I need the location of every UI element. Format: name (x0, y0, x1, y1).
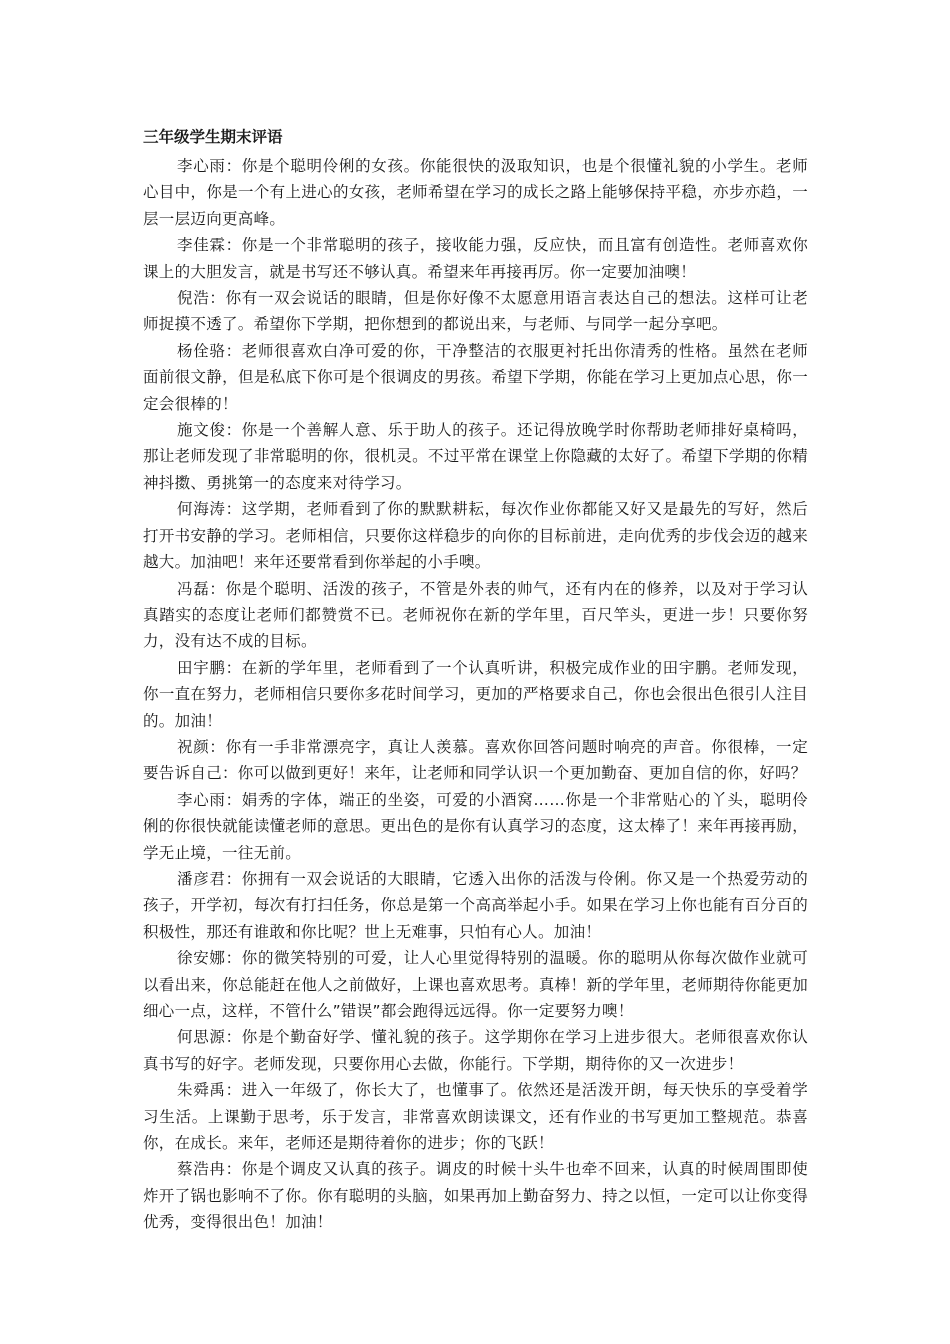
comment-paragraph: 冯磊：你是个聪明、活泼的孩子，不管是外表的帅气，还有内在的修养，以及对于学习认真踏实的态度让老师们都赞赏不已。老师祝你在新的学年里，百尺竿头，更进一步！只要你努力，没有达不成的目标。 (143, 579, 808, 651)
comment-paragraph: 何海涛：这学期，老师看到了你的默默耕耘，每次作业你都能又好又是最先的写好，然后打开书安静的学习。老师相信，只要你这样稳步的向你的目标前进，走向优秀的步伐会迈的越来越大。加油吧！来年还要常看到你举起的小手噢。 (143, 500, 808, 572)
comment-paragraph: 施文俊：你是一个善解人意、乐于助人的孩子。还记得放晚学时你帮助老师排好桌椅吗，那让老师发现了非常聪明的你，很机灵。不过平常在课堂上你隐藏的太好了。希望下学期的你精神抖擞、勇挑第一的态度来对待学习。 (143, 421, 808, 492)
comment-paragraph: 李心雨：你是个聪明伶俐的女孩。你能很快的汲取知识，也是个很懂礼貌的小学生。老师心目中，你是一个有上进心的女孩，老师希望在学习的成长之路上能够保持平稳，亦步亦趋，一层一层迈向更高峰。 (143, 157, 808, 228)
comment-paragraph: 祝颜：你有一手非常漂亮字，真让人羡慕。喜欢你回答问题时响亮的声音。你很棒，一定要告诉自己：你可以做到更好！来年，让老师和同学认识一个更加勤奋、更加自信的你，好吗？ (143, 737, 808, 783)
comment-paragraph: 何思源：你是个勤奋好学、懂礼貌的孩子。这学期你在学习上进步很大。老师很喜欢你认真书写的好字。老师发现，只要你用心去做，你能行。下学期，期待你的又一次进步！ (143, 1028, 808, 1073)
comment-paragraph: 杨佺骆：老师很喜欢白净可爱的你，干净整洁的衣服更衬托出你清秀的性格。虽然在老师面前很文静，但是私底下你可是个很调皮的男孩。希望下学期，你能在学习上更加点心思，你一定会很棒的！ (143, 341, 808, 413)
document-page (143, 124, 808, 1236)
comment-list (143, 153, 808, 1236)
comment-paragraph: 田宇鹏：在新的学年里，老师看到了一个认真听讲，积极完成作业的田宇鹏。老师发现，你一直在努力，老师相信只要你多花时间学习，更加的严格要求自己，你也会很出色很引人注目的。加油！ (143, 658, 808, 730)
comment-paragraph: 潘彦君：你拥有一双会说话的大眼睛，它透入出你的活泼与伶俐。你又是一个热爱劳动的孩子，开学初，每次有打扫任务，你总是第一个高高举起小手。如果在学习上你也能有百分百的积极性，那还有谁敢和你比呢？世上无难事，只怕有心人。加油！ (143, 869, 808, 941)
document-title: 三年级学生期末评语 (143, 128, 283, 146)
comment-paragraph: 朱舜禹：进入一年级了，你长大了，也懂事了。依然还是活泼开朗，每天快乐的享受着学习生活。上课勤于思考，乐于发言，非常喜欢朗读课文，还有作业的书写更加工整规范。恭喜你，在成长。来年，老师还是期待着你的进步；你的飞跃！ (143, 1081, 808, 1153)
comment-paragraph: 倪浩：你有一双会说话的眼睛，但是你好像不太愿意用语言表达自己的想法。这样可让老师捉摸不透了。希望你下学期，把你想到的都说出来，与老师、与同学一起分享吧。 (143, 289, 808, 334)
comment-paragraph: 蔡浩冉：你是个调皮又认真的孩子。调皮的时候十头牛也牵不回来，认真的时候周围即使炸开了锅也影响不了你。你有聪明的头脑，如果再加上勤奋努力、持之以恒，一定可以让你变得优秀，变得很出色！加油！ (143, 1160, 808, 1232)
comment-paragraph: 李心雨：娟秀的字体，端正的坐姿，可爱的小酒窝……你是一个非常贴心的丫头，聪明伶俐的你很快就能读懂老师的意思。更出色的是你有认真学习的态度，这太棒了！来年再接再励，学无止境，一往无前。 (143, 790, 808, 862)
comment-paragraph: 李佳霖：你是一个非常聪明的孩子，接收能力强，反应快，而且富有创造性。老师喜欢你课上的大胆发言，就是书写还不够认真。希望来年再接再厉。你一定要加油噢！ (143, 236, 808, 281)
comment-paragraph: 徐安娜：你的微笑特别的可爱，让人心里觉得特别的温暖。你的聪明从你每次做作业就可以看出来，你总能赶在他人之前做好，上课也喜欢思考。真棒！新的学年里，老师期待你能更加细心一点，这样，不管什么”错误”都会跑得远远得。你一定要努力噢！ (143, 949, 808, 1020)
